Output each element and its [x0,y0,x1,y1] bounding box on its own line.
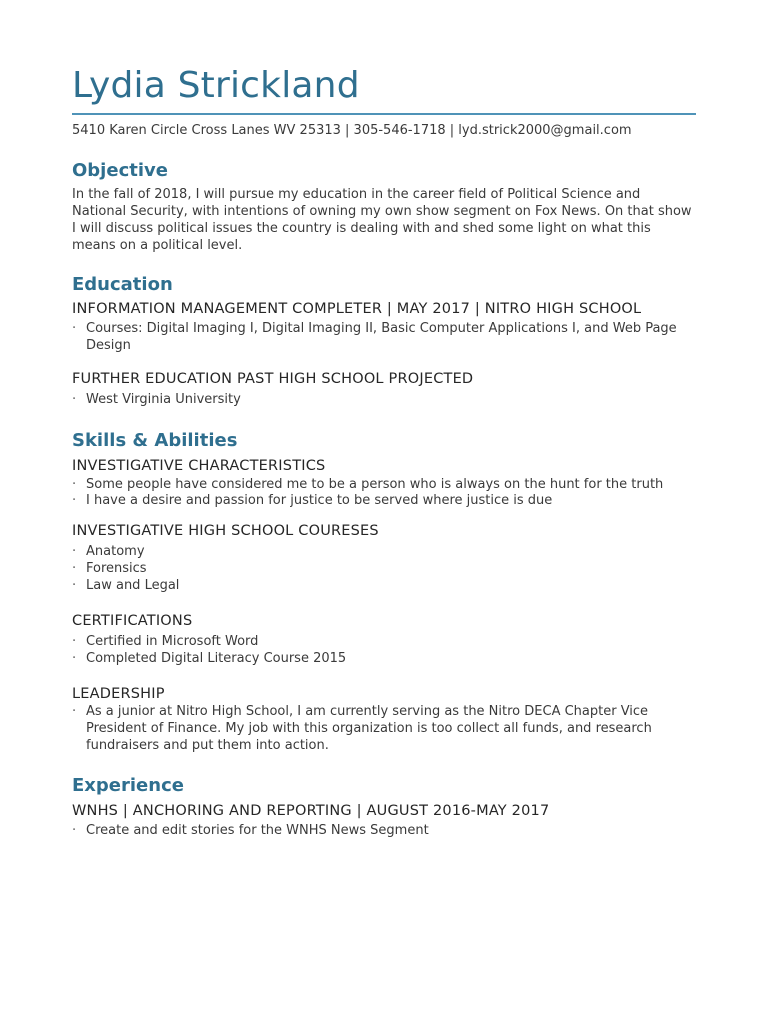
list-item: · As a junior at Nitro High School, I am currently serving as the Nitro DECA Chapter Vice President of Finance. My job with this organization is too collect all funds, and research fundraisers and put them into action. [72,703,696,754]
skills-list [72,633,696,667]
experience-title: Experience [72,775,184,796]
contact-line: 5410 Karen Circle Cross Lanes WV 25313 | 305-546-1718 | lyd.strick2000@gmail.com [72,123,632,138]
list-item: · Completed Digital Literacy Course 2015 [72,650,696,667]
education-list [72,320,696,354]
skills-list [72,703,696,754]
list-item: · West Virginia University [72,391,696,408]
skills-heading: LEADERSHIP [72,686,165,702]
education-heading: INFORMATION MANAGEMENT COMPLETER | MAY 2017 | NITRO HIGH SCHOOL [72,301,642,317]
list-item: · Forensics [72,560,696,577]
education-list [72,391,696,408]
list-item: · Courses: Digital Imaging I, Digital Imaging II, Basic Computer Applications I, and Web Page Design [72,320,696,354]
objective-title: Objective [72,160,168,181]
objective-text: In the fall of 2018, I will pursue my education in the career field of Political Science and National Security, with intentions of owning my own show segment on Fox News. On that show I will discuss political issues the country is dealing with and shed some light on what this means on a political level. [72,187,692,253]
header-rule [72,113,696,115]
list-item: · Law and Legal [72,577,696,594]
skills-title: Skills & Abilities [72,430,238,451]
education-heading: FURTHER EDUCATION PAST HIGH SCHOOL PROJECTED [72,371,474,387]
list-item: · Certified in Microsoft Word [72,633,696,650]
skills-heading: CERTIFICATIONS [72,613,193,629]
education-title: Education [72,274,173,295]
resume-page [72,64,696,839]
list-item: · Create and edit stories for the WNHS News Segment [72,822,696,839]
skills-list [72,476,696,509]
skills-list [72,543,696,594]
experience-heading: WNHS | ANCHORING AND REPORTING | AUGUST 2016-MAY 2017 [72,803,550,819]
experience-list [72,822,696,839]
skills-heading: INVESTIGATIVE HIGH SCHOOL COURESES [72,523,379,539]
resume-name: Lydia Strickland [72,65,360,106]
skills-heading: INVESTIGATIVE CHARACTERISTICS [72,458,326,474]
list-item: · Anatomy [72,543,696,560]
list-item: · I have a desire and passion for justice to be served where justice is due [72,492,696,509]
list-item: · Some people have considered me to be a person who is always on the hunt for the truth [72,476,696,493]
